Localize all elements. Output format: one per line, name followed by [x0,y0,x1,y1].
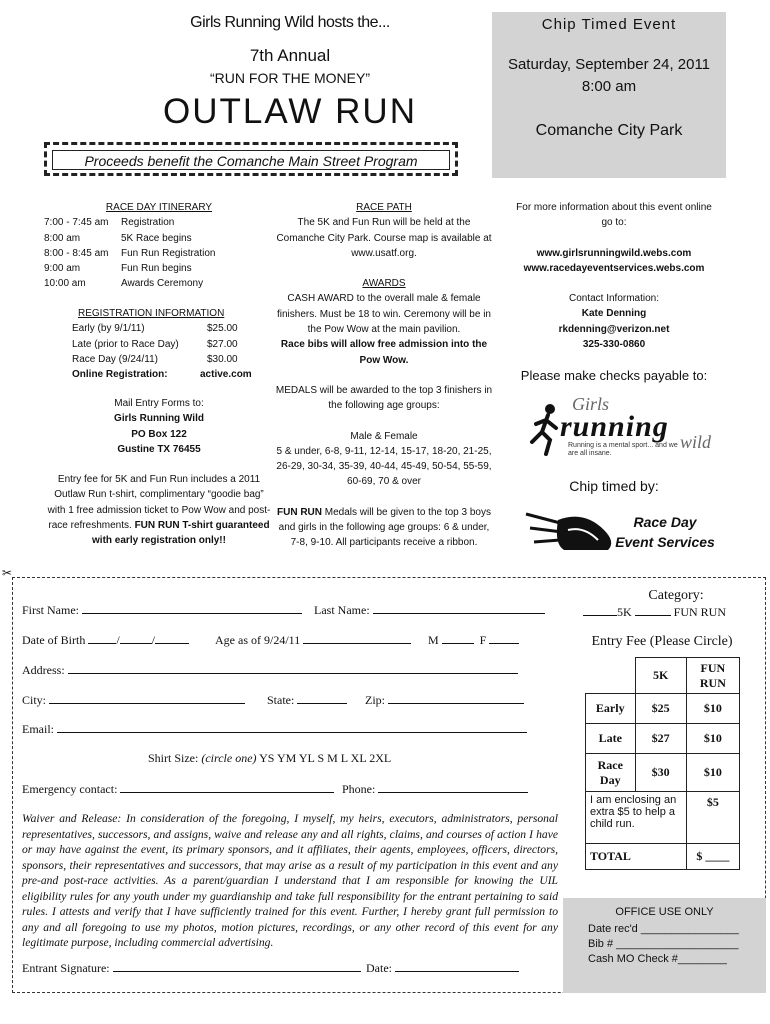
girls-running-wild-logo: Girls running wild Running is a mental sport... and we are all insane. [520,394,730,464]
checks-payable: Please make checks payable to: [520,368,708,383]
contact-phone: 325-330-0860 [582,339,646,351]
more-info-text: For more information about this event online go to: [516,202,712,229]
website-link[interactable]: www.racedayeventservices.webs.com [523,262,705,274]
fee-option[interactable]: $10 [686,694,739,724]
fee-row-late: Late $27 $10 [586,724,740,754]
male-female-label: Male & Female [350,430,418,442]
itinerary-heading: RACE DAY ITINERARY [105,202,213,213]
city-row: City: [22,692,245,708]
signature-field[interactable] [113,960,361,972]
category-heading: Category: [648,588,704,603]
last-name-row: Last Name: [314,602,545,618]
zip-field[interactable] [388,692,524,704]
event-time: 8:00 am [581,78,637,95]
zip-row: Zip: [365,692,524,708]
emergency-contact-field[interactable] [120,781,334,793]
medals-text: MEDALS will be awarded to the top 3 finishers in the following age groups: [275,384,493,412]
website-link[interactable]: www.girlsrunningwild.webs.com [536,247,692,259]
signature-row: Entrant Signature: [22,960,361,976]
phone-field[interactable] [378,781,528,793]
registration-section [72,306,272,382]
city-field[interactable] [49,692,245,704]
fee-row-race-day: Race Day $30 $10 [586,754,740,792]
mail-line: PO Box 122 [131,428,187,440]
fee-row-total: TOTAL $ ____ [586,844,740,870]
total-field[interactable]: $ ____ [686,844,739,870]
contact-email[interactable]: rkdenning@verizon.net [558,323,670,335]
chip-timed-box [492,12,726,178]
itinerary-item: 10:00 am Awards Ceremony [44,278,204,290]
fee-heading: Entry Fee (Please Circle) [591,634,733,649]
email-field[interactable] [57,721,527,733]
last-name-field[interactable] [373,602,545,614]
proceeds-banner: Proceeds benefit the Comanche Main Street Program [52,150,450,170]
fee-row-early: Early $25 $10 [586,694,740,724]
state-row: State: [267,692,347,708]
entry-fee-text: Entry fee for 5K and Fun Run includes a 2011 Outlaw Run t-shirt, complimentary “goodie bag” with 1 free admission ticket to Pow Wow and post-race refreshments. [47,474,271,531]
dob-year-field[interactable] [155,632,189,644]
shirt-size-row: Shirt Size: (circle one) YS YM YL S M L XL 2XL [148,751,392,765]
shirt-size-options[interactable]: YS YM YL S M L XL 2XL [259,751,392,765]
entry-fee-info [44,472,274,548]
annual-line: 7th Annual [249,46,331,65]
category-fun-run-field[interactable] [635,604,671,616]
mail-line: Gustine TX 76455 [117,443,201,455]
fee-col-5k: 5K [635,658,686,694]
contact-name: Kate Denning [581,308,647,320]
itinerary-item: 8:00 am 5K Race begins [44,232,192,244]
fee-option[interactable]: $30 [635,754,686,792]
dob-month-field[interactable] [88,632,116,644]
state-field[interactable] [297,692,347,704]
race-path-text: The 5K and Fun Run will be held at the Comanche City Park. Course map is available at www.usatf.org. [276,217,492,259]
scissors-icon: ✂ [2,566,13,580]
fun-run-shirt-note: FUN RUN T-shirt guaranteed with early registration only!! [92,519,270,547]
itinerary-section [44,200,274,292]
email-row: Email: [22,721,527,737]
sign-date-field[interactable] [395,960,519,972]
emergency-row: Emergency contact: [22,781,334,797]
race-path-heading: RACE PATH [356,202,412,213]
contact-section [512,200,716,352]
fee-option[interactable]: $10 [686,754,739,792]
subtitle: “RUN FOR THE MONEY” [210,70,370,86]
office-heading: OFFICE USE ONLY [615,906,714,918]
itinerary-item: 8:00 - 8:45 am Fun Run Registration [44,247,216,259]
registration-heading: REGISTRATION INFORMATION [78,308,225,319]
phone-row: Phone: [342,781,528,797]
race-path-section [274,200,494,551]
address-field[interactable] [68,662,518,674]
host-line: Girls Running Wild hosts the... [190,14,390,31]
age-groups: 5 & under, 6-8, 9-11, 12-14, 15-17, 18-20, 21-25, 26-29, 30-34, 35-39, 40-44, 45-49, 50-54, 55-59, 60-69, 70 & over [276,445,492,488]
registration-item: Late (prior to Race Day) $27.00 [72,338,238,350]
address-row: Address: [22,662,518,678]
fee-option[interactable]: $27 [635,724,686,754]
donation-option[interactable]: $5 [686,792,739,844]
awards-heading: AWARDS [362,278,406,290]
fee-col-fun-run: FUN RUN [686,658,739,694]
event-date: Saturday, September 24, 2011 [507,56,711,73]
office-use-box [563,898,766,993]
entry-fee-table [585,657,740,870]
fee-option[interactable]: $10 [686,724,739,754]
category-options: 5K FUN RUN [583,604,726,620]
race-day-event-services-logo: Race Day Event Services [524,500,724,562]
awards-text: CASH AWARD to the overall male & female finishers. Must be 18 to win. Ceremony will be in the Pow Wow at the main pavilion. [277,293,491,336]
age-row: Age as of 9/24/11 [215,632,411,648]
male-field[interactable] [442,632,474,644]
mail-section [44,396,274,457]
fun-run-awards: FUN RUN Medals will be given to the top 3 boys and girls in the following age groups: 6 & under, 7-8, 9-10. All participants receive a ribbon. [277,506,491,549]
fee-option[interactable]: $25 [635,694,686,724]
age-field[interactable] [303,632,411,644]
mail-heading: Mail Entry Forms to: [114,398,204,409]
page-title: OUTLAW RUN [163,92,417,131]
dob-day-field[interactable] [120,632,152,644]
first-name-field[interactable] [82,602,302,614]
contact-heading: Contact Information: [568,293,660,305]
sign-date-row: Date: [366,960,519,976]
chip-timed-by: Chip timed by: [569,478,659,494]
registration-item: Online Registration: active.com [72,369,252,381]
itinerary-item: 9:00 am Fun Run begins [44,263,192,275]
event-location: Comanche City Park [535,122,683,139]
waiver-text: Waiver and Release: In consideration of the foregoing, I myself, my heirs, executors, administrators, personal representatives, successors, and assigns, waive and release any and all rights, claims, and courses of action I have or may have against the event, its primary sponsors, and it affiliates, their agents, employees, officers, directors, sponsors, their representatives and successors, that may arise as a result of my participation in this event and any pre-and post-race activities. As a parent/guardian I understand that I am responsible for knowing the UIL eligibility rules for any youth under my guardianship and take full responsibility for the entrant pertaining to said rules. I attests and verify that I have sufficiently trained for this event. Further, I hereby grant full permission to any and all foregoing to use my photos, motion pictures, recordings, or any other record of this event for any legitimate purpose, including commercial advertising. [22,812,558,949]
female-field[interactable] [489,632,519,644]
fee-row-donation: I am enclosing an extra $5 to help a child run. $5 [586,792,740,844]
itinerary-item: 7:00 - 7:45 am Registration [44,217,175,229]
registration-item: Race Day (9/24/11) $30.00 [72,353,238,365]
category-5k-field[interactable] [583,604,617,616]
bibs-note: Race bibs will allow free admission into the Pow Wow. [280,339,488,366]
shoe-icon [524,500,620,560]
office-fields: Date rec'd ________________ Bib # ____________________ Cash MO Check #________ [588,923,739,965]
gender-row: M F [428,632,519,648]
first-name-row: First Name: [22,602,302,618]
registration-item: Early (by 9/1/11) $25.00 [72,323,238,335]
mail-line: Girls Running Wild [114,413,204,425]
chip-heading: Chip Timed Event [541,16,677,33]
dob-row: Date of Birth / / [22,632,189,648]
